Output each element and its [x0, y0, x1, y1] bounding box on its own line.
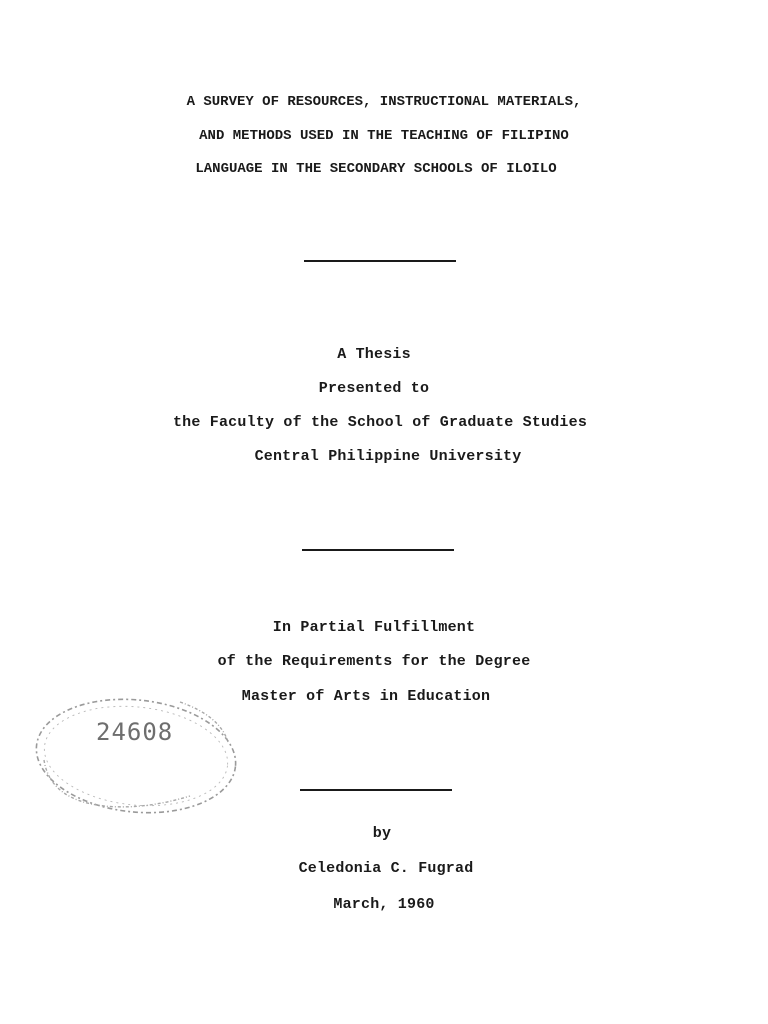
title-line-1: A SURVEY OF RESOURCES, INSTRUCTIONAL MATERIALS, — [186, 94, 582, 110]
title-line-2: AND METHODS USED IN THE TEACHING OF FILIPINO — [199, 128, 569, 144]
divider-rule-1 — [304, 260, 456, 262]
requirements-line: of the Requirements for the Degree — [217, 653, 531, 670]
library-stamp — [30, 688, 242, 828]
presented-to: Presented to — [318, 380, 430, 397]
divider-rule-3 — [300, 789, 452, 791]
university-name: Central Philippine University — [254, 448, 522, 465]
submission-date: March, 1960 — [333, 896, 435, 913]
author-name: Celedonia C. Fugrad — [298, 860, 474, 877]
divider-rule-2 — [302, 549, 454, 551]
by-label: by — [372, 825, 392, 842]
partial-fulfillment: In Partial Fulfillment — [272, 619, 476, 636]
degree-name: Master of Arts in Education — [241, 688, 491, 705]
title-line-3: LANGUAGE IN THE SECONDARY SCHOOLS OF ILOILO — [195, 161, 557, 177]
library-stamp-icon — [30, 688, 242, 828]
faculty-line: the Faculty of the School of Graduate Studies — [172, 414, 588, 431]
thesis-label: A Thesis — [337, 346, 411, 363]
stamp-accession-number: 24608 — [96, 718, 174, 746]
